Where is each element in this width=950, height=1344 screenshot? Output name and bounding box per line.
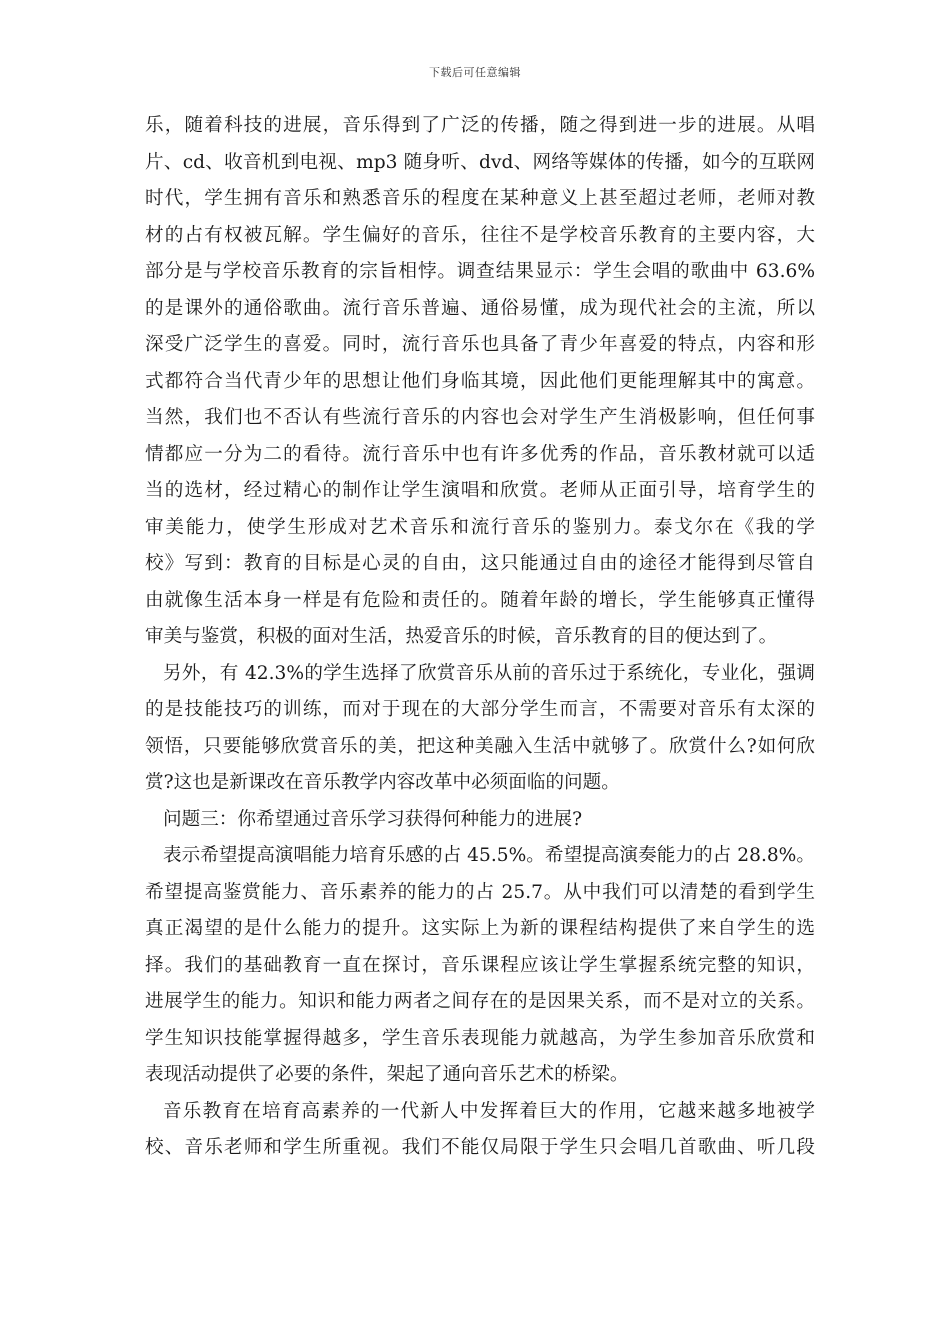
paragraph-line: 时代，学生拥有音乐和熟悉音乐的程度在某种意义上甚至超过老师，老师对教 (145, 188, 815, 209)
paragraph-line: 式都符合当代青少年的思想让他们身临其境，因此他们更能理解其中的寓意。 (145, 370, 815, 392)
question-heading: 问题三：你希望通过音乐学习获得何种能力的进展? (163, 808, 583, 830)
paragraph-line: 表示希望提高演唱能力培育乐感的占 45.5%。希望提高演奏能力的占 28.8%。 (163, 845, 815, 866)
paragraph-line: 音乐教育在培育高素养的一代新人中发挥着巨大的作用，它越来越多地被学 (163, 1100, 815, 1122)
paragraph-line: 希望提高鉴赏能力、音乐素养的能力的占 25.7。从中我们可以清楚的看到学生 (145, 881, 815, 903)
paragraph-line: 当然，我们也不否认有些流行音乐的内容也会对学生产生消极影响，但任何事 (145, 407, 815, 428)
paragraph-line: 进展学生的能力。知识和能力两者之间存在的是因果关系，而不是对立的关系。 (145, 991, 815, 1012)
paragraph-line: 赏?这也是新课改在音乐教学内容改革中必须面临的问题。 (145, 772, 620, 793)
header-note: 下载后可任意编辑 (429, 66, 521, 79)
paragraph-line: 深受广泛学生的喜爱。同时，流行音乐也具备了青少年喜爱的特点，内容和形 (145, 334, 815, 355)
paragraph-line: 校、音乐老师和学生所重视。我们不能仅局限于学生只会唱几首歌曲、听几段 (145, 1137, 815, 1158)
paragraph-line: 情都应一分为二的看待。流行音乐中也有许多优秀的作品，音乐教材就可以适 (145, 443, 815, 465)
paragraph-line: 领悟，只要能够欣赏音乐的美，把这种美融入生活中就够了。欣赏什么?如何欣 (145, 735, 815, 757)
paragraph-line: 另外，有 42.3%的学生选择了欣赏音乐从前的音乐过于系统化，专业化，强调 (163, 662, 815, 684)
paragraph-line: 由就像生活本身一样是有危险和责任的。随着年龄的增长，学生能够真正懂得 (145, 589, 815, 611)
paragraph-line: 审美与鉴赏，积极的面对生活，热爱音乐的时候，音乐教育的目的便达到了。 (145, 626, 778, 647)
paragraph-line: 的是课外的通俗歌曲。流行音乐普遍、通俗易懂，成为现代社会的主流，所以 (145, 297, 815, 319)
paragraph-line: 表现活动提供了必要的条件，架起了通向音乐艺术的桥梁。 (145, 1064, 629, 1085)
paragraph-line: 乐，随着科技的进展，音乐得到了广泛的传播，随之得到进一步的进展。从唱 (145, 115, 815, 136)
paragraph-line: 真正渴望的是什么能力的提升。这实际上为新的课程结构提供了来自学生的选 (145, 918, 815, 939)
paragraph-line: 片、cd、收音机到电视、mp3 随身听、dvd、网络等媒体的传播，如今的互联网 (145, 151, 815, 173)
paragraph-line: 学生知识技能掌握得越多，学生音乐表现能力就越高，为学生参加音乐欣赏和 (145, 1027, 815, 1049)
body-text (145, 108, 815, 1167)
paragraph-line: 当的选材，经过精心的制作让学生演唱和欣赏。老师从正面引导，培育学生的 (145, 480, 815, 501)
paragraph-line: 的是技能技巧的训练，而对于现在的大部分学生而言，不需要对音乐有太深的 (145, 699, 815, 720)
paragraph-line: 部分是与学校音乐教育的宗旨相悖。调查结果显示：学生会唱的歌曲中 63.6% (145, 261, 815, 282)
paragraph-line: 材的占有权被瓦解。学生偏好的音乐，往往不是学校音乐教育的主要内容，大 (145, 224, 815, 246)
paragraph-line: 择。我们的基础教育一直在探讨，音乐课程应该让学生掌握系统完整的知识， (145, 954, 815, 976)
paragraph-line: 审美能力，使学生形成对艺术音乐和流行音乐的鉴别力。泰戈尔在《我的学 (145, 516, 815, 538)
paragraph-line: 校》写到：教育的目标是心灵的自由，这只能通过自由的途径才能得到尽管自 (145, 553, 815, 574)
